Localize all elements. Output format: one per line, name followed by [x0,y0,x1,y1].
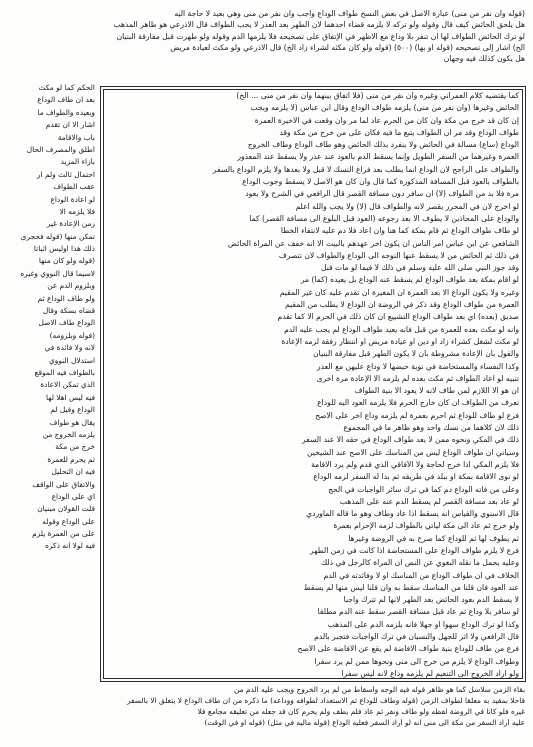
main-text-body [107,92,519,676]
main-text-line: وكذا النفساء والمستحاضة في نوبة حيضها لا وداع عليهن مع العذر [316,362,519,371]
margin-line: بعد ان طاف الوداع [37,96,95,105]
main-text-line: لو مكث لشغل كشراء زاد او دين او عيادة مريض او انتظار رفقة لزمه الإعادة [281,337,519,346]
margin-line: احتمال ثالث ولم ار [37,170,95,179]
margin-line: خرج من مكة [55,443,95,452]
main-text-line: ثم يطوف لها ثم للوداع كما صرح به في الروضة وغيرها [348,534,519,543]
margin-line: فيه ان التحليل [51,468,95,477]
margin-line: (قوله وبلزومه) [49,331,95,340]
main-text-line: العمرة من طواف الوداع وقد ذكر في الروضة ان الوداع لا يطلب من المقيم [285,301,519,310]
main-text-line: وكذا لو ترك الوداع سهوا او جهلا فانه يلزمه الدم على المذهب [327,620,519,629]
main-text-line: ذلك لان كلاهما من نسك واحد وهو ظاهر ما في المجموع [343,424,519,433]
commentary-line: غيره فلو كانا في الروضة لفظه ولو طاف ونفر ثم عاد فلم يطف ولم يحرم كان قد جعله من تعليقه مجامع فلا [197,708,525,716]
margin-line: والاتفاق على الواقف [32,480,95,489]
margin-line: أطلق والمصرف الحال [26,145,95,154]
commentary-line: عليه أراد السفر من مكة الى منى انه لو أراد السفر فعليه الوداع (قوله ماليه في مثل) (قوله او في الوقت) [204,719,525,727]
margin-line: استدلال النووي [49,356,95,365]
margin-line: لانه ولا فائدة في [44,344,95,353]
commentary-line: (قوله وان نفر من منى) عبارة الأصل في بعض النسخ طواف الوداع واجب وان نفر من منى وهي بعيد لا حاجة اليه [174,10,525,18]
margin-line: لو أعادة الوداع [50,195,95,204]
main-text-line: العمرة وغيرهما من السفر الطويل وإنما يسقط الدم بالعود عند عذر ولا يسقط عند المعذور [237,153,519,162]
main-text-line: طواف الوداع وقد مر ان الطواف يتبع ما فيه فكان على من خرج من مكة وقد [279,128,519,137]
margin-line: زمن الإعادة غير [46,220,95,229]
main-text-line: وسيأتي ان طواف الوداع ليس من المناسك على الأصح عند الشيخين [307,448,519,457]
main-text-line: والقول بأن الإعادة مشروطة بان لا يكون الطهر قبل مفارقة البنيان [313,350,519,359]
margin-line: على الوداع وقوله [42,517,95,526]
main-text-line: تعرف من الطواف ان كان خارج الحرم فلا يلزمه العود اليه للوداع [317,399,519,408]
margin-line: ولو طاف الوداع ثم [37,294,95,303]
main-text-line: وغيره ولا يكون الوداع الا بعد العمرة ان المغيرة ان تقدم عليه كان غير المقيم [279,288,519,297]
main-text-line: وانه لو مكث بعده للعمرة من قبل فانه يعيد طواف الوداع لم يجب عليه الدم [284,325,519,334]
margin-line: ثم يحرم للعمرة [47,455,95,464]
main-text-line: وطواف الوداع لا يلزم من خرج الى منى ونحوها ممن لم يرد سفرا [314,657,519,666]
margin-line: الوداع وقيل لم [50,406,95,415]
main-text-line: والوداع على المحاذين لا يطوف الا بعد رجوعه (العود قبل البلوغ الى مسافة القصر) كما [249,214,519,223]
main-text-line: لو عاد بعد مسافة القصر لم يسقط الدم عنه على المذهب [339,497,519,506]
margin-line: لاسيما قال النووي وغيره [20,269,95,278]
margin-line: الحكم كما لو مكث [38,84,95,92]
main-text-line: تنبيه لو اعاد الطواف ثم مكث بعده لم يلزمه الا الإعادة مرة اخرى [316,374,519,383]
margin-line: فلا يلزمه الا [59,207,95,216]
main-text-line: وقد جوز النبي صلى الله عليه وسلم في ذلك لا فيما لو مات قبل [320,264,519,273]
main-text-line: لو طاف طواف الوداع ثم قام بمكة كما هنا وان اعاد فلا دم عليه لانتفاء الخطأ [280,227,519,236]
margin-line: (قوله ولو كان منها [38,257,95,266]
main-text-line: فلا يلزم المكي اذا خرج لحاجة ولا الآفاقي الذي قدم ولم يرد الاقامة [311,460,519,469]
main-text-line: الحائض وغيرها (وان نفر من منى) يلزمه طواف الوداع وقال ابن عباس (لا يلزمه ويجب [250,104,519,113]
main-text-line: في ذلك ثم الحائض من لا يسقط عنها التوجه الى الوداع والطواف لان تتصرف [278,251,519,260]
commentary-line: لو ترك الحائض الطواف لها أن تنفر بلا وداع مع الأظهر في الإتفاق على تصحيحه فلا يلزمها الدم وقوله ولو طهرت قبل مفارقة البنيان [116,32,525,41]
main-text-line: كما يقتضيه كلام العمراني وغيره وان نفر من منى (فلا اتفاق بينهما وان نفر من منى ... الخ) [236,92,519,100]
main-text-line: الوداع (ساع) مسألة في الحائض ولا ينفرد بذلك الحائض وهو طاف الوداع وطاف الخروج [247,141,519,150]
margin-line: بالطواف فيه الموقع [34,368,95,377]
main-text-frame [100,86,526,682]
margin-line: بازاء المزيد [60,158,95,167]
main-text-line: فرع لا يلزم طواف الوداع على المستحاضة اذا كانت في زمن الطهر [310,546,519,555]
main-text-line: لو أقام بمكة بعد طواف الوداع لم يسقط عنه الوداع بل يعيده (كما) مر [300,276,519,285]
main-text-line: لا يسقط الدم بعود الحائض بعد الطهر لانها لم تترك واجبا [343,596,519,605]
margin-line: تمكن منها (قوله فحجرى [20,232,95,241]
main-text-line: مرة فلا بد من الطواف (لا) ان سافر دون مسافة القصر قال الرافعي في الشرح ولا يعود [245,190,519,199]
main-text-line: الشافعي عن ابن عباس امر الناس ان يكون آخر عهدهم بالبيت الا انه خفف عن المرأة الحائض [227,239,519,248]
margin-line: على من العمرة يلزم [32,530,95,539]
main-text-line: ذلك في المكي ونحوه ممن لا يعد طواف الوداع في حقه الا عند السفر [301,436,519,445]
margin-line: قلت القولان مبنيان [37,505,95,514]
commentary-line: الخ) أشار إلى تصحيحه (قوله أو بها) (٥٠٠) (قوله ولو كان مكثه لشراء زاد الخ) قال الأذرعي ولو مكث لعيادة مريض [170,43,525,52]
main-text-line: لو سافر بلا وداع ثم عاد قبل مسافة القصر سقط عنه الدم مطلقا [317,608,519,617]
main-text-line: ولو خرج ثم عاد الى مكة ليأتي بالطواف لزمه الإحرام بعمرة [333,522,519,531]
main-text-line: فرع لو طاف للوداع ثم أحرم بعمرة لم يلزمه وداع آخر على الأصح [315,411,519,420]
main-text-line: فرع من طاف للوداع بنية طواف الافاضة لم يقع عن الافاضة على الأصح [297,645,519,654]
margin-line: الذي تمكن الاعادة [40,381,95,390]
margin-line: ذلك هذا اوليس اثباتا [33,245,95,254]
left-margin-commentary [5,84,95,684]
margin-line: يقال هو طواف [49,418,95,427]
commentary-line: هل يكون كذلك فيه وجهان [443,55,525,64]
main-text-line: ان هو الا اللازم لمن طاف لانه لا يعود الا بنية الطواف [354,387,519,396]
main-text-line: لو نوى الاقامة بمكة او ببلد في طريقه ثم بدا له السفر لزمه الوداع [313,473,519,482]
bottom-margin-commentary [8,686,525,742]
margin-line: باب والاقامة [57,133,95,142]
main-text-line: قال الرافعي ولا اثر للجهل والنسيان في ترك الواجبات فتجبر بالدم [314,633,519,642]
main-text-line: والطواف على الراجح لان الوداع انما يطلب بعد فراغ النسك لا قبل ولا بعدها ولا يلزم الوداع بالسفر [212,165,519,174]
main-text-line: وعليه يحمل ما نقله البغوي عن النص ان المرأة كالرجل في ذلك [321,559,519,568]
commentary-line: هل يلحق الحائض كيف قال وقوله ولو تركه لا يلزمه قضاء أحدهما لأن الطهر بعد العذر لا يجب الطواف قال الاذرعي هو ظاهر المذهب [113,21,525,30]
main-text-line: لو أخرج لان في المحرر يقصر لانه والطواف قال (لا) ولا يجب والله أعلم [295,202,519,211]
main-text-line: الخلاف في ان طواف الوداع من المناسك او لا وفائدته في الدم [323,571,519,580]
margin-line: فيه ليس اهلا لها [46,393,95,402]
main-text-line: وعلى من فاته الوداع دم كما في ترك سائر الواجبات في الحج [328,485,519,494]
margin-line: يلزمه الخروج من [42,430,95,439]
margin-line: أي على الوداع [51,492,95,501]
main-text-line: قال الاسنوي والقياس انه يسقط اذا عاد وطاف وهو ما قاله الماوردي [306,510,519,519]
main-text-line: عند العود فان قلنا من المناسك سقط به وان قلنا ليس منها لم يسقط [303,583,519,592]
margin-line: الوداع طاف الاصل [38,319,95,328]
main-text-line: بالطواف بالعود قبل المسافة المذكورة كما قال وان كان هو الاصل لا يسقط وجوب الوداع [242,178,519,187]
top-margin-commentary [8,10,525,82]
margin-line: اشار الا ان تقدم [45,121,95,130]
margin-line: فيه لولا انه ذكره [45,542,95,551]
commentary-line: بقاء الزمن سلاسل كما هو ظاهر قوله فيه الوجه واسقاط من لم يرد الخروج ويجب عليه الدم من [234,686,525,694]
main-text-line: ولو اراد الخروج الى التنعيم لم يلزمه وداع لانه ليس سفرا [341,669,519,678]
margin-line: عقب الطواف [53,183,95,192]
commentary-line: قاحلا بمقيد به معلقا لطواف الزمن (قوله وطاف للوداع ثم الاستعداد لطوافه ووداعه) ما ذكره من ان طاف الوداع لا يتعلق الا بالسفر [126,697,525,705]
margin-line: ويعيده والطواف ما [37,108,95,117]
margin-line: قضاه بسكة وقال [42,307,95,316]
main-text-line: صديق (بعده) أي بعد طواف الوداع التشييع ان كان ذلك في الحرم الا كما تقدم [277,313,519,322]
main-text-line: إن كان قد خرج من مكة وان كان من الحرم عاد لما مر وان وقعت في الأخيرة العمرة [254,116,519,125]
margin-line: وبلزوم الدم عن [47,282,95,291]
